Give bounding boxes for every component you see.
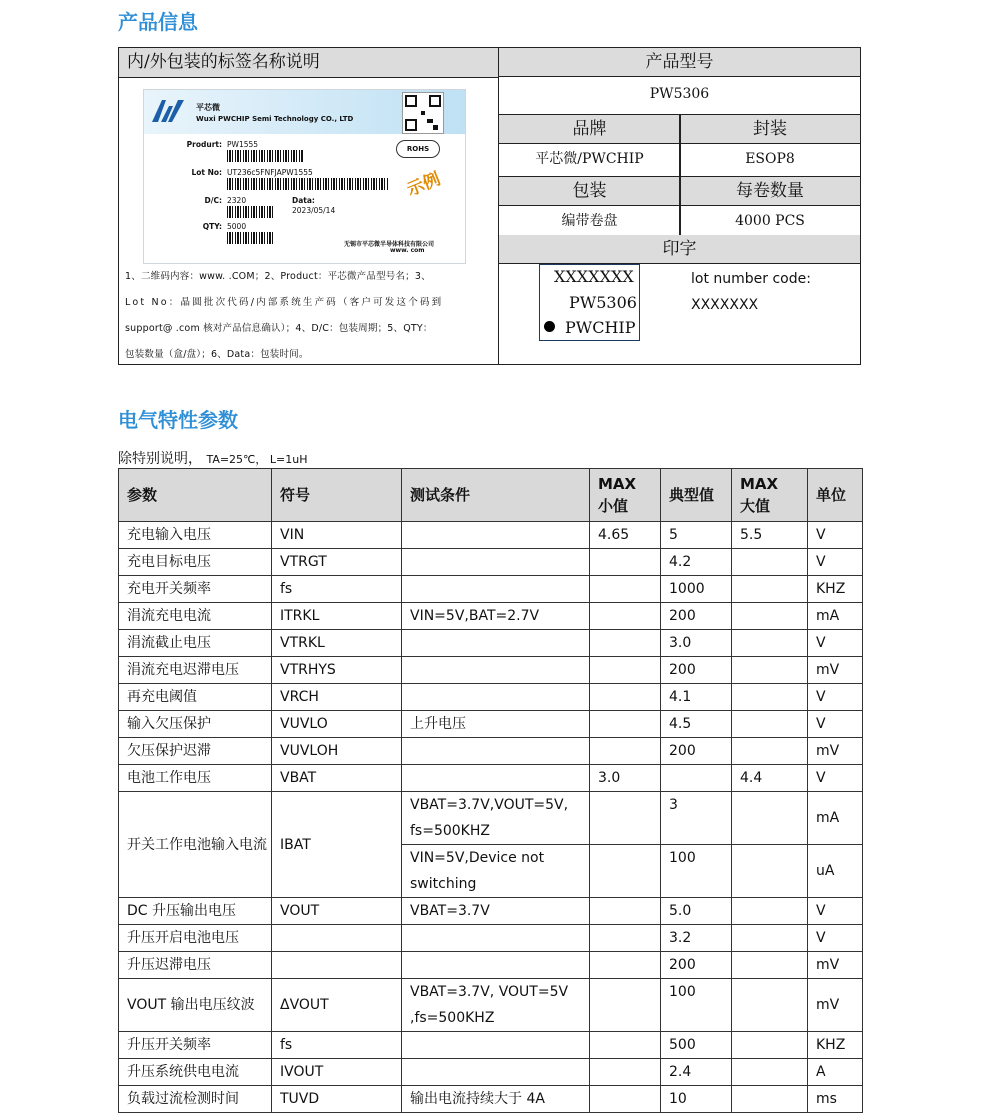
table-cell [661, 765, 732, 792]
table-cell: 3.2 [661, 925, 732, 952]
table-cell: 100 [661, 845, 732, 898]
table-cell: VBAT=3.7V [402, 898, 590, 925]
table-cell: VIN=5V,BAT=2.7V [402, 603, 590, 630]
table-cell: uA [808, 845, 863, 898]
table-cell [402, 1032, 590, 1059]
table-cell [590, 576, 661, 603]
table-cell: 欠压保护迟滞 [119, 738, 272, 765]
table-cell: 充电开关频率 [119, 576, 272, 603]
label-explanation-panel [119, 48, 499, 364]
table-cell [402, 925, 590, 952]
package-header: 封装 [680, 115, 860, 144]
pin1-dot-icon [544, 321, 555, 332]
table-cell: VRCH [272, 684, 402, 711]
table-cell: mV [808, 979, 863, 1032]
table-cell: 负载过流检测时间 [119, 1086, 272, 1113]
table-cell [590, 630, 661, 657]
table-cell [272, 952, 402, 979]
label-website: www. com [390, 247, 425, 254]
table-cell [590, 1032, 661, 1059]
table-cell: 5.0 [661, 898, 732, 925]
table-cell: 200 [661, 603, 732, 630]
table-cell: mV [808, 952, 863, 979]
table-cell: KHZ [808, 1032, 863, 1059]
table-cell: VBAT [272, 765, 402, 792]
table-cell: A [808, 1059, 863, 1086]
label-notes [125, 264, 487, 368]
label-lot-key: Lot No: [191, 168, 222, 177]
label-qty-key: QTY: [202, 222, 222, 231]
table-cell: 涓流充电迟滞电压 [119, 657, 272, 684]
table-cell: VOUT 输出电压纹波 [119, 979, 272, 1032]
table-cell [402, 1059, 590, 1086]
table-row [119, 765, 863, 792]
table-cell [590, 845, 661, 898]
table-cell: 4.4 [732, 765, 808, 792]
marking-line-1: XXXXXXX [554, 267, 634, 286]
table-cell [590, 549, 661, 576]
table-row [119, 925, 863, 952]
table-cell [732, 845, 808, 898]
col-header: 符号 [272, 469, 402, 522]
table-cell [732, 576, 808, 603]
table-cell: fs [272, 1032, 402, 1059]
table-cell: VTRGT [272, 549, 402, 576]
table-cell [590, 1059, 661, 1086]
table-cell [732, 898, 808, 925]
table-cell: mV [808, 738, 863, 765]
table-cell: VUVLO [272, 711, 402, 738]
table-cell: 升压迟滞电压 [119, 952, 272, 979]
barcode-product [227, 150, 303, 162]
table-cell: 3.0 [661, 630, 732, 657]
barcode-qty [227, 232, 273, 244]
table-row [119, 1086, 863, 1113]
product-info-box [118, 47, 861, 365]
qr-code-icon [402, 92, 444, 134]
table-cell [272, 925, 402, 952]
table-cell: 4.2 [661, 549, 732, 576]
table-cell: fs [272, 576, 402, 603]
table-cell: VBAT=3.7V,VOUT=5V, fs=500KHZ [402, 792, 590, 845]
table-cell [402, 738, 590, 765]
col-header: MAX 小值 [590, 469, 661, 522]
brand-value: 平芯微/PWCHIP [499, 144, 680, 177]
section-title-electrical: 电气特性参数 [118, 408, 238, 432]
table-cell: mA [808, 792, 863, 845]
table-cell: IVOUT [272, 1059, 402, 1086]
table-cell [732, 792, 808, 845]
marking-line-2: PW5306 [569, 293, 637, 312]
table-cell [732, 979, 808, 1032]
electrical-characteristics-table [118, 468, 863, 1113]
table-cell: 100 [661, 979, 732, 1032]
col-header: 测试条件 [402, 469, 590, 522]
marking-line-3-wrap [544, 318, 636, 337]
table-cell: 输出电流持续大于 4A [402, 1086, 590, 1113]
table-cell [590, 657, 661, 684]
pwchip-logo-icon [152, 98, 186, 124]
table-cell [402, 576, 590, 603]
table-cell [590, 711, 661, 738]
chip-marking-diagram [539, 264, 640, 341]
conditions-prefix: 除特别说明， [118, 451, 202, 467]
table-cell: ΔVOUT [272, 979, 402, 1032]
table-cell: V [808, 630, 863, 657]
test-conditions [118, 448, 308, 468]
table-cell: 涓流充电电流 [119, 603, 272, 630]
table-cell: V [808, 549, 863, 576]
table-cell [732, 925, 808, 952]
table-header-row [119, 469, 863, 522]
barcode-dc [227, 206, 273, 218]
table-cell: 输入欠压保护 [119, 711, 272, 738]
table-row [119, 549, 863, 576]
lot-code-value: XXXXXXX [691, 297, 759, 313]
table-cell: 涓流截止电压 [119, 630, 272, 657]
table-cell: KHZ [808, 576, 863, 603]
table-cell [590, 979, 661, 1032]
table-cell: V [808, 765, 863, 792]
label-product-key: Produrt: [186, 140, 222, 149]
qty-per-reel-header: 每卷数量 [680, 177, 860, 206]
label-dc-key: D/C: [204, 196, 222, 205]
table-row [119, 522, 863, 549]
label-company-address: 无锡市平芯微半导体科技有限公司 [344, 241, 435, 248]
note-line: 包装数量（盒/盘）；6、Data：包装时间。 [125, 349, 309, 360]
table-cell [590, 684, 661, 711]
packing-value: 编带卷盘 [499, 206, 680, 239]
table-row [119, 979, 863, 1032]
table-cell [402, 657, 590, 684]
table-cell: VBAT=3.7V, VOUT=5V ,fs=500KHZ [402, 979, 590, 1032]
table-cell [590, 738, 661, 765]
table-cell: 5 [661, 522, 732, 549]
table-cell: 1000 [661, 576, 732, 603]
table-cell [402, 630, 590, 657]
label-dc-value: 2320 [227, 196, 247, 205]
table-row [119, 630, 863, 657]
table-row [119, 684, 863, 711]
table-cell: 升压开启电池电压 [119, 925, 272, 952]
table-cell: 开关工作电池输入电流 [119, 792, 272, 898]
label-panel-header: 内/外包装的标签名称说明 [119, 48, 498, 78]
table-cell: 4.1 [661, 684, 732, 711]
table-row [119, 738, 863, 765]
table-cell: ITRKL [272, 603, 402, 630]
sample-stamp: 示例 [404, 169, 444, 201]
table-cell [402, 684, 590, 711]
table-cell [402, 765, 590, 792]
table-cell: V [808, 684, 863, 711]
table-row [119, 576, 863, 603]
table-cell: V [808, 522, 863, 549]
packing-header: 包装 [499, 177, 680, 206]
conditions-text: TA=25℃， L=1uH [206, 453, 308, 466]
table-cell: TUVD [272, 1086, 402, 1113]
table-cell [732, 657, 808, 684]
col-header: 参数 [119, 469, 272, 522]
label-qty-value: 5000 [227, 222, 247, 231]
table-row [119, 952, 863, 979]
table-cell [732, 738, 808, 765]
table-cell [732, 549, 808, 576]
label-lot-value: UT236c5FNFJAPW1555 [227, 168, 313, 177]
table-cell: 3 [661, 792, 732, 845]
table-cell [732, 1086, 808, 1113]
table-row [119, 898, 863, 925]
table-cell: 3.0 [590, 765, 661, 792]
table-cell: VTRKL [272, 630, 402, 657]
table-cell: 10 [661, 1086, 732, 1113]
table-cell: 升压系统供电电流 [119, 1059, 272, 1086]
table-cell: VIN=5V,Device not switching [402, 845, 590, 898]
note-line: Lot No：晶圆批次代码/内部系统生产码（客户可发这个码到 [125, 297, 444, 308]
table-cell [732, 684, 808, 711]
sample-label-image [143, 89, 466, 264]
table-cell [590, 925, 661, 952]
table-cell [732, 952, 808, 979]
lot-code-info [691, 266, 811, 318]
table-cell: V [808, 898, 863, 925]
table-cell: ms [808, 1086, 863, 1113]
table-cell: 4.5 [661, 711, 732, 738]
note-line: 1、二维码内容：www. .COM；2、Product：平芯微产品型号名；3、 [125, 271, 431, 282]
column-divider [679, 115, 681, 235]
table-cell [732, 1032, 808, 1059]
table-cell: 500 [661, 1032, 732, 1059]
brand-header: 品牌 [499, 115, 680, 144]
table-row [119, 1032, 863, 1059]
table-cell: IBAT [272, 792, 402, 898]
table-cell [590, 603, 661, 630]
table-row [119, 603, 863, 630]
table-cell [732, 603, 808, 630]
table-cell: mA [808, 603, 863, 630]
table-cell: 200 [661, 738, 732, 765]
qty-per-reel-value: 4000 PCS [680, 206, 860, 239]
label-data-value: 2023/05/14 [292, 206, 336, 215]
label-brand-cn: 平芯微 [196, 103, 220, 112]
table-cell: 5.5 [732, 522, 808, 549]
table-row [119, 792, 863, 845]
table-cell [732, 1059, 808, 1086]
table-cell: 200 [661, 657, 732, 684]
table-cell [402, 952, 590, 979]
label-data-key: Data: [292, 196, 315, 205]
table-cell: VIN [272, 522, 402, 549]
table-cell: 升压开关频率 [119, 1032, 272, 1059]
table-cell: 充电输入电压 [119, 522, 272, 549]
table-cell: 充电目标电压 [119, 549, 272, 576]
table-cell: 再充电阈值 [119, 684, 272, 711]
barcode-lot [227, 178, 389, 190]
section-title-product-info: 产品信息 [118, 10, 198, 34]
note-line: support@ .com 核对产品信息确认）；4、D/C：包装周期；5、QTY： [125, 323, 433, 334]
table-cell: 上升电压 [402, 711, 590, 738]
table-cell [590, 952, 661, 979]
table-cell [732, 630, 808, 657]
lot-code-label: lot number code: [691, 271, 811, 287]
table-cell: VOUT [272, 898, 402, 925]
table-cell [590, 1086, 661, 1113]
col-header: 单位 [808, 469, 863, 522]
table-cell: DC 升压输出电压 [119, 898, 272, 925]
col-header: MAX 大值 [732, 469, 808, 522]
table-row [119, 711, 863, 738]
table-cell [402, 549, 590, 576]
table-cell [590, 792, 661, 845]
table-cell: 200 [661, 952, 732, 979]
table-cell: VTRHYS [272, 657, 402, 684]
label-product-value: PW1555 [227, 140, 259, 149]
table-cell [402, 522, 590, 549]
table-cell: V [808, 711, 863, 738]
table-body [119, 522, 863, 1113]
label-brand-en: Wuxi PWCHIP Semi Technology CO., LTD [196, 115, 354, 123]
table-cell: 电池工作电压 [119, 765, 272, 792]
table-cell: mV [808, 657, 863, 684]
table-cell: VUVLOH [272, 738, 402, 765]
table-cell [732, 711, 808, 738]
table-cell: 4.65 [590, 522, 661, 549]
table-row [119, 657, 863, 684]
model-header: 产品型号 [499, 48, 860, 77]
table-cell [590, 898, 661, 925]
table-cell: V [808, 925, 863, 952]
table-row [119, 1059, 863, 1086]
marking-line-3: PWCHIP [565, 318, 636, 337]
rohs-badge: ROHS [396, 140, 440, 158]
col-header: 典型值 [661, 469, 732, 522]
marking-header: 印字 [499, 235, 860, 264]
model-value: PW5306 [499, 77, 860, 115]
table-cell: 2.4 [661, 1059, 732, 1086]
package-value: ESOP8 [680, 144, 860, 177]
